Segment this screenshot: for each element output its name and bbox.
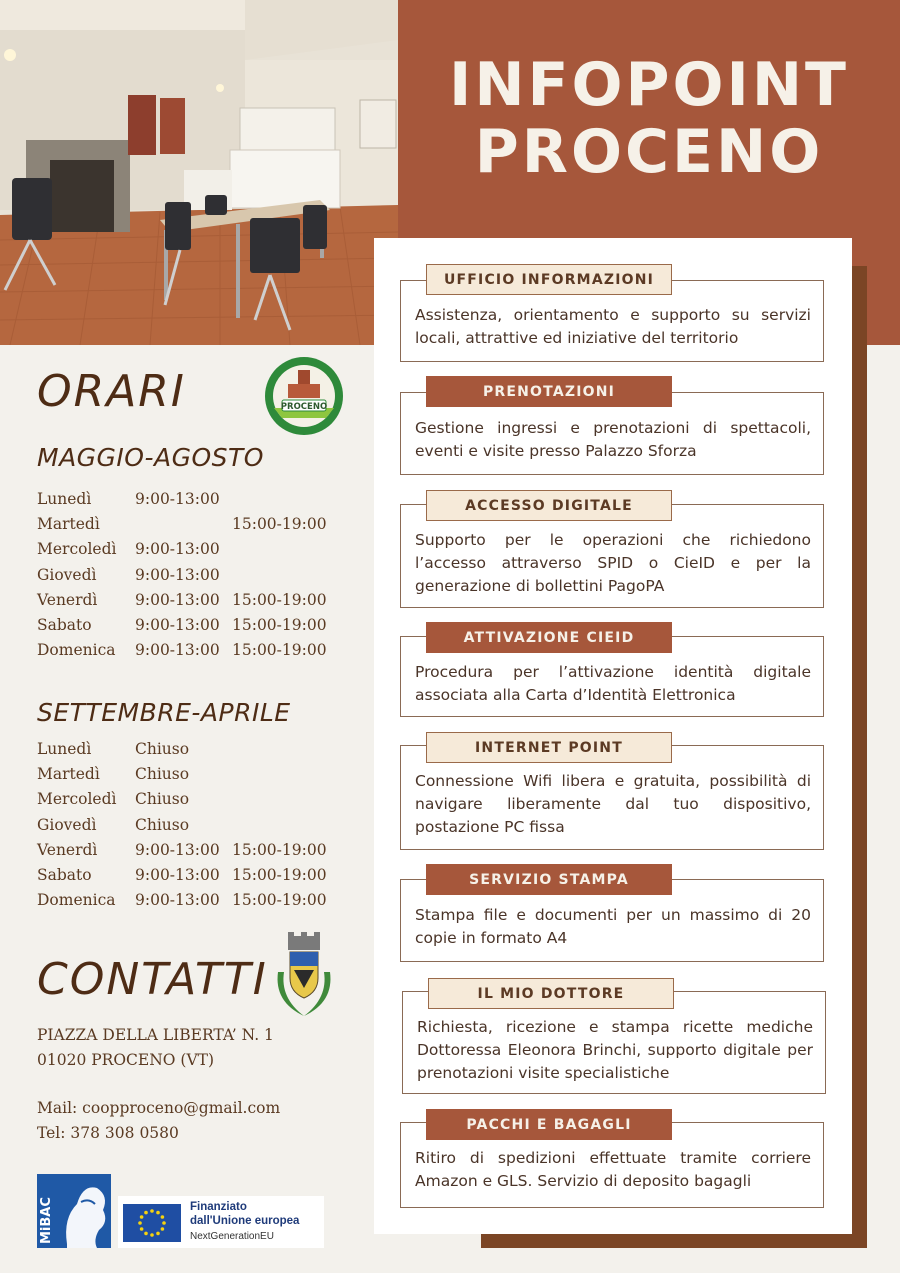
page-title bbox=[398, 52, 900, 186]
hours-row bbox=[37, 616, 337, 641]
mibac-text: MiBAC bbox=[39, 1197, 54, 1244]
municipal-crest-icon bbox=[270, 932, 338, 1018]
hours-afternoon: 15:00-19:00 bbox=[232, 590, 327, 609]
hours-row bbox=[37, 765, 337, 790]
service-title: IL MIO DOTTORE bbox=[428, 978, 674, 1009]
proceno-badge-logo bbox=[264, 356, 344, 436]
hours-day: Giovedì bbox=[37, 815, 97, 834]
hours-morning: 9:00-13:00 bbox=[135, 590, 220, 609]
hours-morning: Chiuso bbox=[135, 765, 190, 784]
eu-funding-logo bbox=[118, 1196, 324, 1248]
hours-day: Lunedì bbox=[37, 490, 92, 508]
address-line-2: 01020 PROCENO (VT) bbox=[37, 1051, 215, 1069]
hours-afternoon: 15:00-19:00 bbox=[232, 865, 327, 884]
hours-row bbox=[37, 641, 337, 666]
hours-afternoon: 15:00-19:00 bbox=[232, 615, 327, 634]
eu-text-line-3: NextGenerationEU bbox=[190, 1231, 274, 1242]
hours-table-maggio-agosto bbox=[37, 490, 337, 666]
service-title: ACCESSO DIGITALE bbox=[426, 490, 672, 521]
hours-row bbox=[37, 515, 337, 540]
service-title: UFFICIO INFORMAZIONI bbox=[426, 264, 672, 295]
hours-row bbox=[37, 816, 337, 841]
eu-text-line-1: Finanziato bbox=[190, 1201, 247, 1213]
service-text: Richiesta, ricezione e stampa ricette mediche Dottoressa Eleonora Brinchi, supporto digitale per prenotazioni visite specialistiche bbox=[417, 1018, 813, 1082]
hours-morning: Chiuso bbox=[135, 740, 190, 758]
hours-day: Mercoledì bbox=[37, 790, 117, 809]
service-title: ATTIVAZIONE CIEID bbox=[426, 622, 672, 653]
hours-row bbox=[37, 866, 337, 891]
hours-afternoon: 15:00-19:00 bbox=[232, 641, 327, 660]
hours-table-settembre-aprile bbox=[37, 740, 337, 916]
hours-day: Mercoledì bbox=[37, 540, 117, 559]
hours-day: Giovedì bbox=[37, 565, 97, 584]
service-text: Connessione Wifi libera e gratuita, possibilità di navigare liberamente dal tuo dispositivo, postazione PC fissa bbox=[415, 772, 811, 836]
title-line-1: INFOPOINT bbox=[449, 50, 849, 120]
service-title: INTERNET POINT bbox=[426, 732, 672, 763]
title-line-2: PROCENO bbox=[474, 117, 824, 187]
hours-day: Domenica bbox=[37, 641, 116, 660]
hours-row bbox=[37, 490, 337, 515]
hours-day: Martedì bbox=[37, 765, 100, 784]
hours-morning: Chiuso bbox=[135, 815, 190, 834]
hours-day: Lunedì bbox=[37, 740, 92, 758]
address-line-1: PIAZZA DELLA LIBERTA’ N. 1 bbox=[37, 1026, 274, 1044]
season-heading-maggio-agosto: MAGGIO-AGOSTO bbox=[37, 443, 264, 472]
hours-morning: 9:00-13:00 bbox=[135, 615, 220, 634]
hours-row bbox=[37, 740, 337, 765]
eu-text-line-2: dall'Unione europea bbox=[190, 1215, 300, 1227]
badge-text: PROCENO bbox=[280, 402, 328, 412]
service-title: PACCHI E BAGAGLI bbox=[426, 1109, 672, 1140]
hours-row bbox=[37, 841, 337, 866]
service-title: PRENOTAZIONI bbox=[426, 376, 672, 407]
hours-morning: 9:00-13:00 bbox=[135, 490, 220, 508]
hours-day: Venerdì bbox=[37, 840, 98, 859]
hours-row bbox=[37, 566, 337, 591]
hours-day: Martedì bbox=[37, 515, 100, 534]
hours-morning: 9:00-13:00 bbox=[135, 540, 220, 559]
season-heading-settembre-aprile: SETTEMBRE-APRILE bbox=[37, 698, 291, 727]
hours-afternoon: 15:00-19:00 bbox=[232, 840, 327, 859]
hours-day: Domenica bbox=[37, 891, 116, 910]
hours-day: Sabato bbox=[37, 865, 92, 884]
hours-afternoon: 15:00-19:00 bbox=[232, 891, 327, 910]
hours-row bbox=[37, 891, 337, 916]
contact-email[interactable]: Mail: coopproceno@gmail.com bbox=[37, 1099, 281, 1117]
hours-day: Venerdì bbox=[37, 590, 98, 609]
hours-morning: 9:00-13:00 bbox=[135, 840, 220, 859]
service-text: Ritiro di spedizioni effettuate tramite corriere Amazon e GLS. Servizio di deposito bagagli bbox=[415, 1149, 811, 1190]
eu-flag-icon bbox=[123, 1204, 181, 1242]
service-title: SERVIZIO STAMPA bbox=[426, 864, 672, 895]
mibac-logo bbox=[37, 1174, 111, 1248]
service-text: Procedura per l’attivazione identità digitale associata alla Carta d’Identità Elettronica bbox=[415, 663, 811, 704]
hours-morning: Chiuso bbox=[135, 790, 190, 809]
hours-day: Sabato bbox=[37, 615, 92, 634]
hours-afternoon: 15:00-19:00 bbox=[232, 515, 327, 534]
infopoint-room-photo bbox=[0, 0, 398, 345]
service-text: Supporto per le operazioni che richiedono l’accesso attraverso SPID o CieID e per la generazione di bollettini PagoPA bbox=[415, 531, 811, 595]
service-text: Stampa file e documenti per un massimo di 20 copie in formato A4 bbox=[415, 906, 811, 947]
orari-heading: ORARI bbox=[37, 366, 186, 417]
service-text: Gestione ingressi e prenotazioni di spettacoli, eventi e visite presso Palazzo Sforza bbox=[415, 419, 811, 460]
hours-row bbox=[37, 540, 337, 565]
contatti-heading: CONTATTI bbox=[37, 954, 268, 1005]
service-text: Assistenza, orientamento e supporto su servizi locali, attrattive ed iniziative del territorio bbox=[415, 306, 811, 347]
hours-morning: 9:00-13:00 bbox=[135, 891, 220, 910]
hours-morning: 9:00-13:00 bbox=[135, 641, 220, 660]
contact-phone[interactable]: Tel: 378 308 0580 bbox=[37, 1124, 179, 1142]
hours-morning: 9:00-13:00 bbox=[135, 565, 220, 584]
hours-row bbox=[37, 790, 337, 815]
hours-morning: 9:00-13:00 bbox=[135, 865, 220, 884]
hours-row bbox=[37, 591, 337, 616]
